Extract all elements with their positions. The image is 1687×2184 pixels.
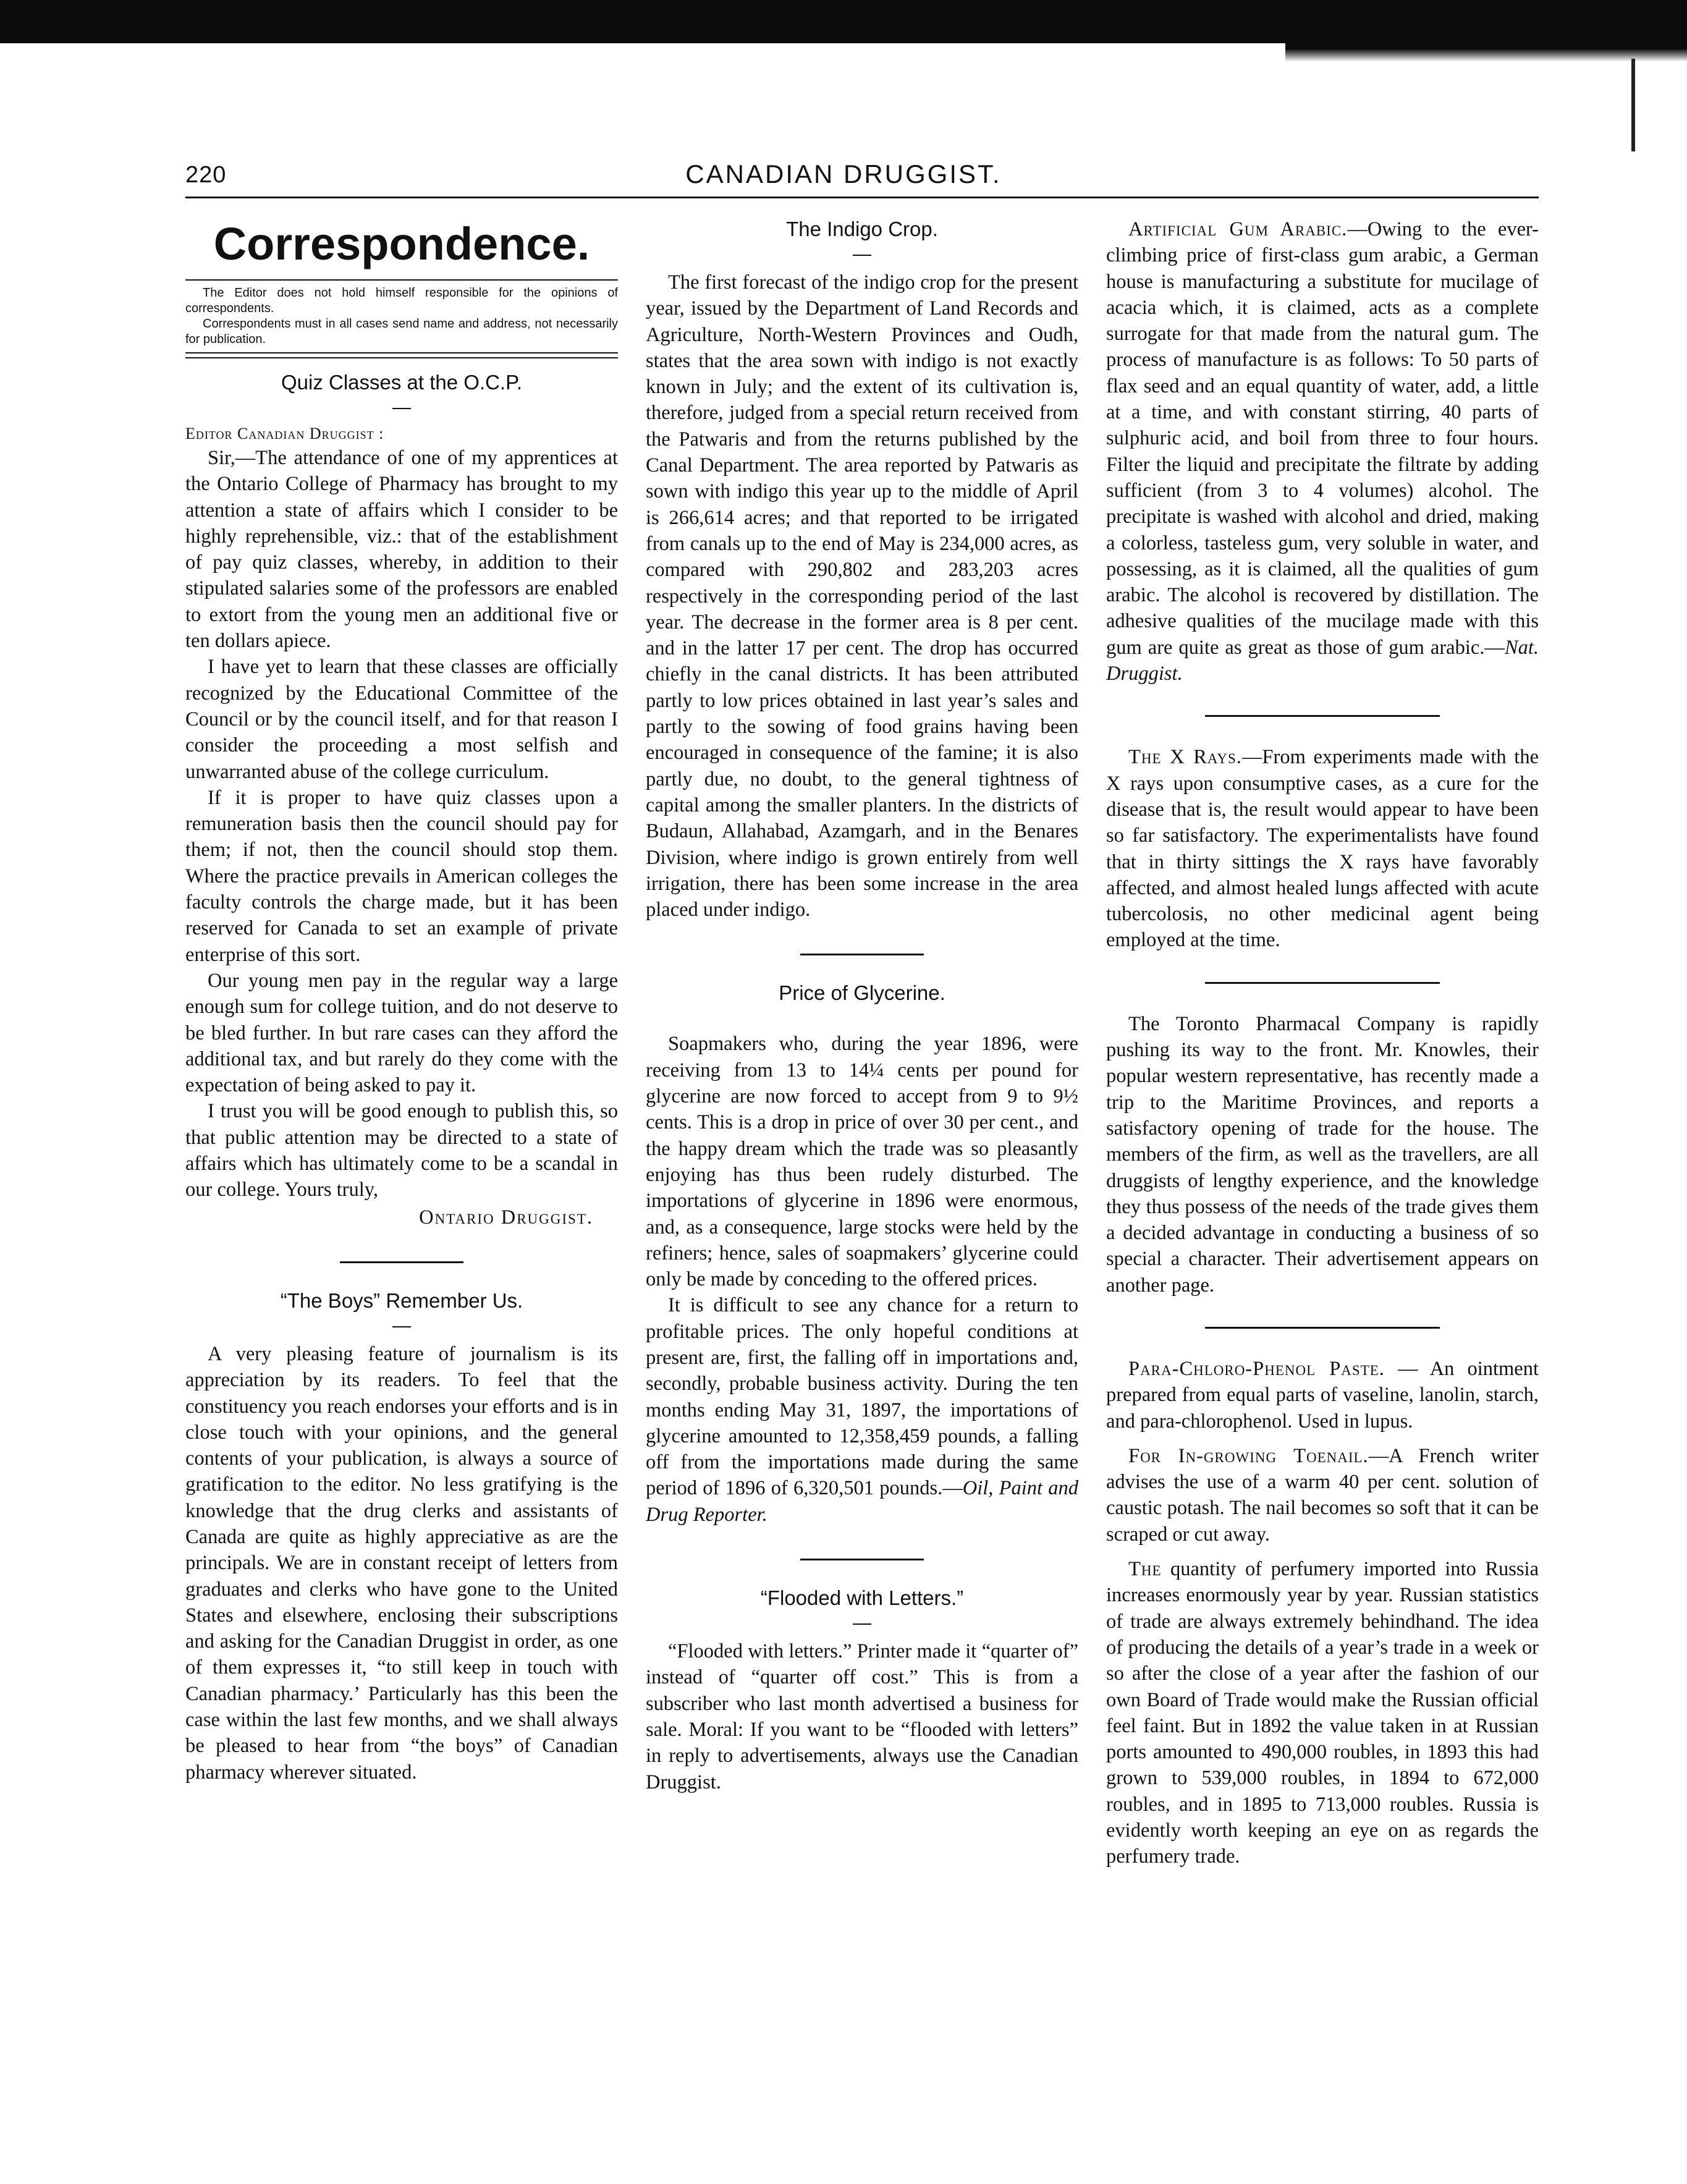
header-rule [185, 197, 1539, 198]
spacer [1106, 1547, 1539, 1556]
page-number: 220 [185, 162, 227, 188]
article-separator [1205, 1327, 1440, 1329]
scan-top-band [0, 0, 1687, 43]
article-paragraph [646, 1292, 1078, 1528]
article-paragraph: The first forecast of the indigo crop for the present year, issued by the Department of Land Records and Agriculture, North-Western Provinces and Oudh, states that the area sown with indigo is not exactly known in July; and the extent of its cultivation is, therefore, judged from a special return received from the Patwaris and from the returns published by the Canal Department. The area reported by Patwaris as sown with indigo this year up to the middle of April is 266,614 acres; and that reported to be irrigated from canals up to the end of May is 234,000 acres, as compared with 290,802 and 283,203 acres respectively in the corresponding period of the last year. The decrease in the former area is 8 per cent. and in the latter 17 per cent. The drop has occurred chiefly in the canal districts. It has been attributed partly to low prices obtained in last year’s sales and partly to the sowing of food grains having been encouraged in consequence of the famine; it is also partly due, no doubt, to the general tightness of capital among the smaller planters. In the districts of Budaun, Allahabad, Azamgarh, and in the Benares Division, where indigo is grown entirely from well irrigation, there has been some increase in the area placed under indigo. [646, 271, 1078, 921]
dash-divider [392, 1326, 411, 1327]
journal-title: CANADIAN DRUGGIST. [685, 159, 1002, 188]
article-separator [800, 954, 924, 955]
article-separator [1205, 715, 1440, 717]
article-paragraph: I trust you will be good enough to publish this, so that public attention may be directed to a state of affairs which has ultimately come to be a scandal in our college. Yours truly, [185, 1100, 618, 1201]
article-paragraph: A very pleasing feature of journalism is its appreciation by its readers. To feel that the constituency you reach endorses your efforts and is in close touch with your opinions, and the general contents of your publication, is always a source of gratification to the editor. No less gratifying is the knowledge that the drug clerks and assistants of Canada are quite as highly appreciative as are the principals. We are in constant receipt of letters from graduates and clerks who have gone to the United States and elsewhere, enclosing their subscriptions and asking for the Canadian Druggist in order, as one of them expresses it, “to still keep in touch with Canadian pharmacy.’ Particularly has this been the case within the last few months, and we shall always be pleased to hear from “the boys” of Canadian pharmacy wherever situated. [185, 1342, 618, 1784]
column-middle [646, 216, 1078, 1795]
scan-top-band-edge [1285, 43, 1687, 62]
disclaimer-line-1: The Editor does not hold himself responsible for the opinions of correspondents. [185, 286, 618, 315]
dash-divider [392, 408, 411, 409]
article-paragraph: Soapmakers who, during the year 1896, were receiving from 13 to 14¼ cents per pound for glycerine are now forced to accept from 9 to 9½ cents. This is a drop in price of over 30 per cent., and the happy dream which the trade was so pleasantly enjoying has thus been rudely disturbed. The importations of glycerine in 1896 were enormous, and, as a consequence, large stocks were held by the refiners; hence, sales of soapmakers’ glycerine could only be made by conceding to the offered prices. [646, 1033, 1078, 1291]
scan-edge-mark [1631, 59, 1635, 151]
article-paragraph: I have yet to learn that these classes are officially recognized by the Educational Committee of the Council or by the council itself, and for that reason I consider the proceeding a most selfish and unwarranted abuse of the college curriculum. [185, 656, 618, 783]
item-text: quantity of perfumery imported into Russia increases enormously year by year. Russian statistics of trade are always extremely behindhand. The idea of producing the details of a year’s trade in a week or so after the close of a year after the fashion of our own Board of Trade would make the Russian official feel faint. But in 1892 the value taken in at Russian ports amounted to 490,000 roubles, in 1893 this had grown to 539,000 roubles, in 1894 to 672,000 roubles, and in 1895 to 713,000 roubles. Russia is evidently worth keeping an eye on as regards the perfumery trade. [1106, 1558, 1539, 1868]
column-left [185, 216, 618, 1785]
editor-disclaimer [185, 286, 618, 347]
dash-divider [853, 1623, 871, 1625]
section-title-correspondence: Correspondence. [213, 218, 590, 269]
item-text: —A French writer advises the use of a warm 40 per cent. solution of caustic potash. The nail becomes so soft that it can be scraped or cut away. [1106, 1444, 1539, 1546]
article-paragraph: If it is proper to have quiz classes upon a remuneration basis then the council should pay for them; if not, then the council should stop them. Where the practice prevails in American colleges the faculty controls the charge made, but it has been reserved for Canada to set an example of private enterprise of this sort. [185, 786, 618, 966]
article-heading-quiz-classes: Quiz Classes at the O.C.P. [281, 371, 523, 394]
article-separator [1205, 982, 1440, 984]
spacer [1106, 1434, 1539, 1443]
item-para-chloro-phenol [1106, 1356, 1539, 1434]
letter-signature: Ontario Druggist. [419, 1206, 593, 1229]
item-text: —From experiments made with the X rays upon consumptive cases, as a cure for the disease that is, the result would appear to have been so far satisfactory. The experimentalists have found that in thirty sittings the X rays have favorably affected, and almost healed lungs affected with acute tubercolosis, no other medicinal agent being employed at the time. [1106, 746, 1539, 952]
source-citation: Nat. Druggist. [1106, 636, 1539, 685]
letter-salutation: Editor Canadian Druggist : [185, 425, 384, 442]
item-lead: Artificial Gum Arabic. [1128, 218, 1348, 240]
item-lead: The X Rays. [1128, 746, 1242, 769]
spacer [646, 1006, 1078, 1031]
paragraph-text: It is difficult to see any chance for a return to profitable prices. The only hopeful conditions at present are, first, the falling off in importations and, secondly, probable business activity. During the ten months ending May 31, 1897, the importations of glycerine amounted to 12,358,459 pounds, a falling off from the importations made during the same period of 1896 of 6,320,501 pounds.— [646, 1294, 1078, 1500]
rule [185, 279, 618, 281]
article-separator [800, 1559, 924, 1560]
article-heading-indigo-crop: The Indigo Crop. [786, 218, 938, 240]
item-perfumery-russia [1106, 1556, 1539, 1870]
article-separator [340, 1261, 463, 1263]
article-heading-flooded-with-letters: “Flooded with Letters.” [760, 1586, 964, 1610]
article-paragraph: Sir,—The attendance of one of my apprentices at the Ontario College of Pharmacy has brought to my attention a state of affairs which I consider to be highly reprehensible, viz.: that of the establishment of pay quiz classes, whereby, in addition to their stipulated salaries some of the professors are enabled to extort from the young men an additional five or ten dollars apiece. [185, 447, 618, 653]
double-rule [185, 352, 618, 358]
disclaimer-line-2: Correspondents must in all cases send name and address, not necessarily for publication. [185, 317, 618, 346]
item-text: — An ointment prepared from equal parts of vaseline, lanolin, starch, and para-chlorophenol. Used in lupus. [1106, 1357, 1539, 1433]
item-lead: Para-Chloro-Phenol Paste. [1128, 1357, 1385, 1380]
item-lead: For In-growing Toenail. [1128, 1444, 1369, 1467]
article-paragraph: “Flooded with letters.” Printer made it “quarter of” instead of “quarter off cost.” This is from a subscriber who last month advertised a business for sale. Moral: If you want to be “flooded with letters” in reply to advertisements, always use the Canadian Druggist. [646, 1640, 1078, 1793]
column-right [1106, 216, 1539, 1870]
item-in-growing-toenail [1106, 1443, 1539, 1547]
source-citation: Oil, Paint and Drug Reporter. [646, 1477, 1078, 1526]
item-artificial-gum-arabic [1106, 216, 1539, 687]
article-heading-price-of-glycerine: Price of Glycerine. [779, 981, 945, 1005]
item-toronto-pharmacal: The Toronto Pharmacal Company is rapidly pushing its way to the front. Mr. Knowles, their popular western representative, has recently made a trip to the Maritime Provinces, and reports a satisfactory opening of trade for the house. The members of the firm, as well as the travellers, are all druggists of lengthy experience, and the knowledge they thus possess of the needs of the trade gives them a decided advantage in conducting a business of so special a character. Their advertisement appears on another page. [1106, 1012, 1539, 1297]
item-x-rays [1106, 744, 1539, 953]
dash-divider [853, 255, 871, 256]
item-text: —Owing to the ever-climbing price of first-class gum arabic, a German house is manufacturing a substitute for mucilage of acacia which, it is claimed, acts as a complete surrogate for that made from the natural gum. The process of manufacture is as follows: To 50 parts of flax seed and an equal quantity of water, add, a little at a time, and with constant stirring, 40 parts of sulphuric acid, and boil from three to four hours. Filter the liquid and precipitate the filtrate by adding sufficient (from 3 to 4 volumes) alcohol. The precipitate is washed with alcohol and dried, making a colorless, tasteless gum, very soluble in water, and possessing, as it is claimed, all the qualities of gum arabic. The alcohol is recovered by distillation. The adhesive qualities of the mucilage made with this gum are quite as great as those of gum arabic.— [1106, 218, 1539, 659]
item-lead: The [1128, 1558, 1162, 1581]
article-paragraph: Our young men pay in the regular way a large enough sum for college tuition, and do not deserve to be bled further. In but rare cases can they afford the additional tax, and but rarely do they come with the expectation of being asked to pay it. [185, 969, 618, 1097]
article-heading-the-boys: “The Boys” Remember Us. [280, 1289, 523, 1312]
